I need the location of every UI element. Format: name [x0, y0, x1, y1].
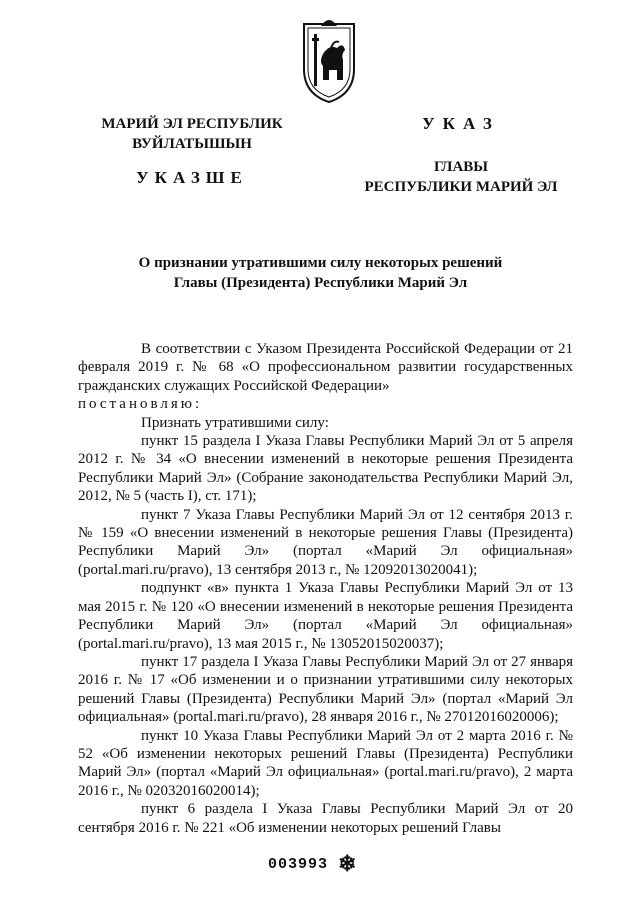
header-right-line1: УКАЗ: [422, 114, 500, 133]
header-right-line3: РЕСПУБЛИКИ МАРИЙ ЭЛ: [364, 179, 558, 195]
header-right-line2: ГЛАВЫ: [433, 159, 489, 175]
postanovlyayu: постановляю:: [78, 396, 203, 413]
list-item: пункт 15 раздела I Указа Главы Республики Марий Эл от 5 апреля 2012 г. № 34 «О внесении изменений в некоторые решения Президента Республики Марий Эл» (Собрание законодательства Республики Марий Эл, 2012, № 5 (часть I), ст. 171);: [78, 433, 573, 505]
snowflake-icon: ❄: [338, 851, 357, 876]
coat-of-arms-icon: [299, 14, 359, 104]
intro-paragraph: В соответствии с Указом Президента Российской Федерации от 21 февраля 2019 г. № 68 «О профессиональном развитии государственных гражданских служащих Российской Федерации»: [78, 341, 573, 394]
recognize-line: Признать утратившими силу:: [141, 414, 329, 431]
postanovlyayu-line: [78, 395, 573, 413]
header-left-line2: ВУЙЛАТЫШЫН: [132, 136, 252, 152]
serial-number: 003993: [268, 856, 329, 873]
list-item: пункт 6 раздела I Указа Главы Республики Марий Эл от 20 сентября 2016 г. № 221 «Об изменении некоторых решений Главы: [78, 801, 573, 836]
header-left-line3: УКАЗШЕ: [136, 168, 248, 187]
list-item: подпункт «в» пункта 1 Указа Главы Республики Марий Эл от 13 мая 2015 г. № 120 «О внесении изменений в некоторые решения Президента Республики Марий Эл» (портал «Марий Эл официальная» (portal.mari.ru/pravo), 13 мая 2015 г., № 13052015020037);: [78, 580, 573, 652]
list-item: пункт 7 Указа Главы Республики Марий Эл от 12 сентября 2013 г. № 159 «О внесении изменений в некоторые решения Главы (Президента) Республики Марий Эл» (портал «Марий Эл официальная» (portal.mari.ru/pravo), 13 сентября 2013 г., № 12092013020041);: [78, 506, 573, 578]
header-right: [355, 114, 567, 197]
document-body: [78, 340, 573, 837]
title-line1: О признании утратившими силу некоторых решений: [138, 255, 503, 271]
list-item: пункт 10 Указа Главы Республики Марий Эл от 2 марта 2016 г. № 52 «Об изменении некоторых решений Главы (Президента) Республики Марий Эл» (портал «Марий Эл официальная» (portal.mari.ru/pravo), 2 марта 2016 г., № 02032016020014);: [78, 727, 573, 799]
title-line2: Главы (Президента) Республики Марий Эл: [173, 275, 468, 291]
header-left: [88, 114, 296, 188]
list-item: пункт 17 раздела I Указа Главы Республики Марий Эл от 27 января 2016 г. № 17 «Об изменении и о признании утратившими силу некоторых решений Главы (Президента) Республики Марий Эл» (портал «Марий Эл официальная» (portal.mari.ru/pravo), 28 января 2016 г., № 27012016020006);: [78, 653, 573, 726]
document-title: [78, 253, 563, 293]
header-left-line1: МАРИЙ ЭЛ РЕСПУБЛИК: [101, 116, 283, 132]
